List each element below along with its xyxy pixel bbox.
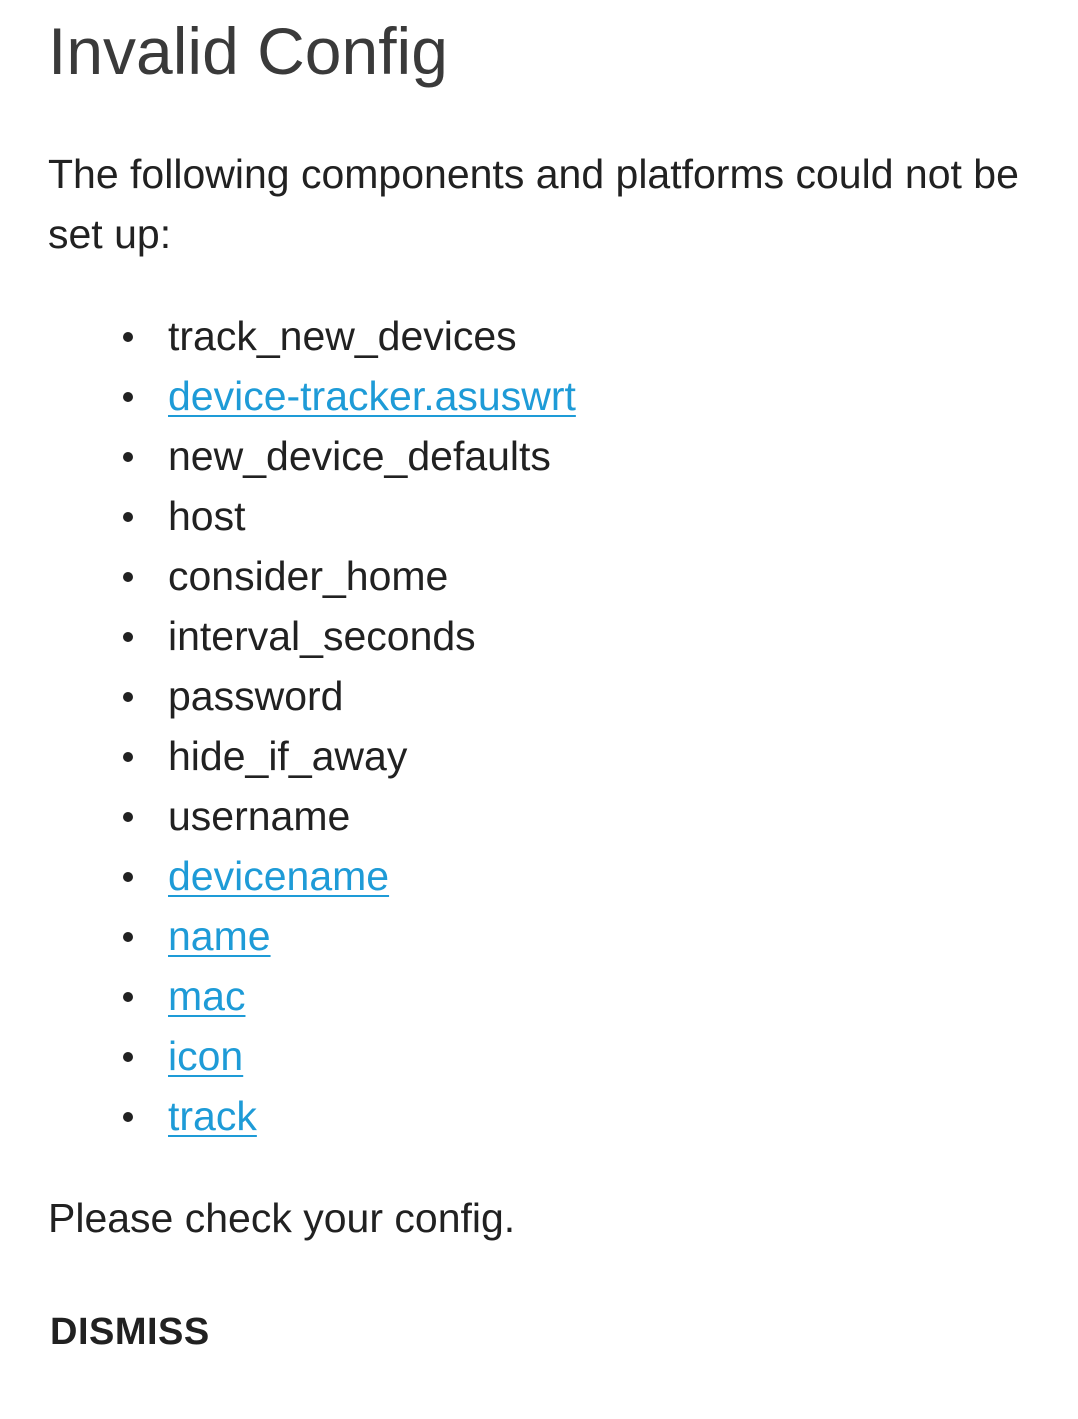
component-name: username [168, 793, 351, 839]
bullet-icon [123, 452, 133, 462]
component-link[interactable]: device-tracker.asuswrt [168, 373, 576, 419]
bullet-icon [123, 332, 133, 342]
component-link[interactable]: track [168, 1093, 257, 1139]
bullet-icon [123, 632, 133, 642]
bullet-icon [123, 512, 133, 522]
bullet-icon [123, 752, 133, 762]
dismiss-button[interactable]: DISMISS [50, 1306, 210, 1358]
bullet-icon [123, 1112, 133, 1122]
dialog-title: Invalid Config [48, 14, 448, 88]
component-link[interactable]: devicename [168, 853, 390, 899]
bullet-icon [123, 992, 133, 1002]
bullet-icon [123, 572, 133, 582]
bullet-icon [123, 932, 133, 942]
dialog-intro-text: The following components and platforms could not be set up: [48, 151, 1019, 257]
component-name: host [168, 493, 246, 539]
component-link[interactable]: icon [168, 1033, 244, 1079]
component-link[interactable]: mac [168, 973, 246, 1019]
component-name: track_new_devices [168, 313, 517, 359]
bullet-icon [123, 812, 133, 822]
component-name: password [168, 673, 344, 719]
bullet-icon [123, 392, 133, 402]
dialog-outro-text: Please check your config. [48, 1195, 516, 1241]
component-name: interval_seconds [168, 613, 476, 659]
component-name: consider_home [168, 553, 449, 599]
component-link[interactable]: name [168, 913, 271, 959]
bullet-icon [123, 872, 133, 882]
component-name: new_device_defaults [168, 433, 551, 479]
bullet-icon [123, 692, 133, 702]
component-name: hide_if_away [168, 733, 408, 779]
bullet-icon [123, 1052, 133, 1062]
